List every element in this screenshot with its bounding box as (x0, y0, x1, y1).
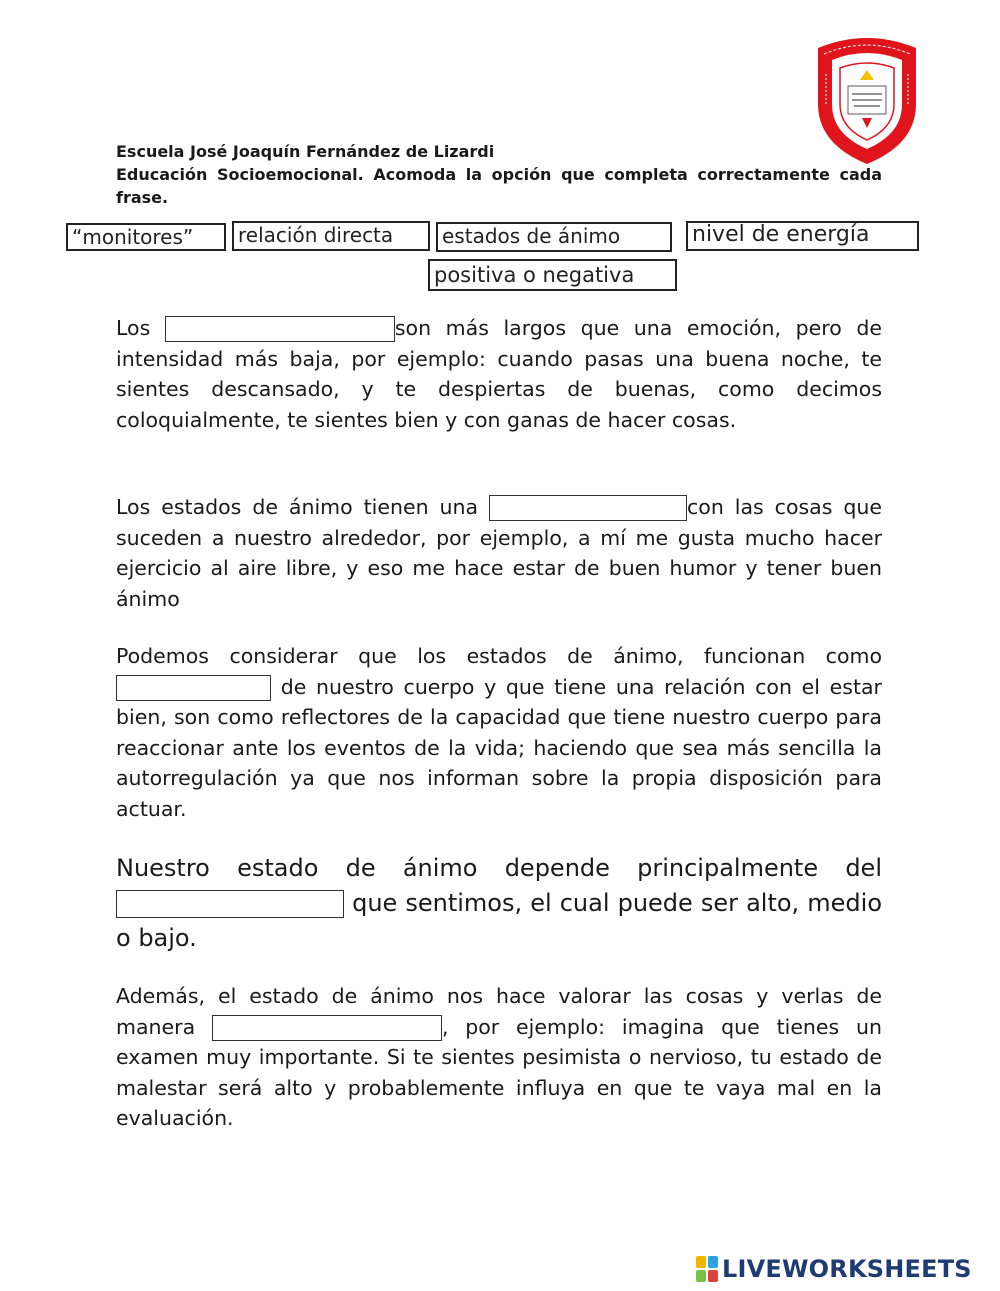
paragraph-text: que sentimos, el cual puede ser alto, medio o bajo. (116, 889, 882, 952)
answer-blank-4[interactable] (116, 890, 344, 918)
paragraph-text: Podemos considerar que los estados de ánimo, funcionan como (116, 644, 882, 668)
answer-blank-2[interactable] (489, 495, 687, 521)
paragraph-text: Además, el estado de ánimo nos hace valorar las cosas y verlas de manera (116, 984, 882, 1039)
paragraph-text: Los estados de ánimo tienen una (116, 495, 490, 519)
paragraph-3 (116, 641, 882, 824)
paragraph-text: son más largos que una emoción, pero de intensidad más baja, por ejemplo: cuando pasas una buena noche, te sientes descansado, y te despiertas de buenas, como decimos coloquialmente, te sientes bien y con ganas de hacer cosas. (116, 316, 882, 432)
word-bank-chip[interactable]: positiva o negativa (428, 259, 677, 291)
paragraph-1 (116, 313, 882, 435)
liveworksheets-brand: LIVEWORKSHEETS (722, 1255, 972, 1283)
paragraph-text: con las cosas que suceden a nuestro alrededor, por ejemplo, a mí me gusta mucho hacer ejercicio al aire libre, y eso me hace estar de buen humor y tener buen ánimo (116, 495, 882, 611)
word-bank-chip[interactable]: nivel de energía (686, 221, 919, 251)
liveworksheets-logo[interactable] (696, 1255, 972, 1283)
paragraph-5 (116, 981, 882, 1134)
answer-blank-3[interactable] (116, 675, 271, 701)
liveworksheets-icon (696, 1256, 718, 1282)
school-name: Escuela José Joaquín Fernández de Lizardi (116, 142, 495, 161)
answer-blank-1[interactable] (165, 316, 395, 342)
paragraph-text: Los (116, 316, 165, 340)
school-seal-logo (812, 34, 922, 166)
word-bank-chip[interactable]: relación directa (232, 221, 430, 251)
word-bank-chip[interactable]: “monitores” (66, 223, 226, 251)
paragraph-text: de nuestro cuerpo y que tiene una relación con el estar bien, son como reflectores de la capacidad que tiene nuestro cuerpo para reaccionar ante los eventos de la vida; haciendo que sea más sencilla la autorregulación ya que nos informan sobre la propia disposición para actuar. (116, 674, 882, 821)
paragraph-4 (116, 851, 882, 956)
paragraph-text: Nuestro estado de ánimo depende principalmente del (116, 854, 882, 882)
answer-blank-5[interactable] (212, 1015, 442, 1041)
word-bank-chip[interactable]: estados de ánimo (436, 222, 672, 252)
paragraph-text: , por ejemplo: imagina que tienes un examen muy importante. Si te sientes pesimista o nervioso, tu estado de malestar será alto y probablemente influya en que te vaya mal en la evaluación. (116, 1014, 882, 1130)
paragraph-2 (116, 492, 882, 614)
instructions: Educación Socioemocional. Acomoda la opción que completa correctamente cada frase. (116, 165, 882, 207)
